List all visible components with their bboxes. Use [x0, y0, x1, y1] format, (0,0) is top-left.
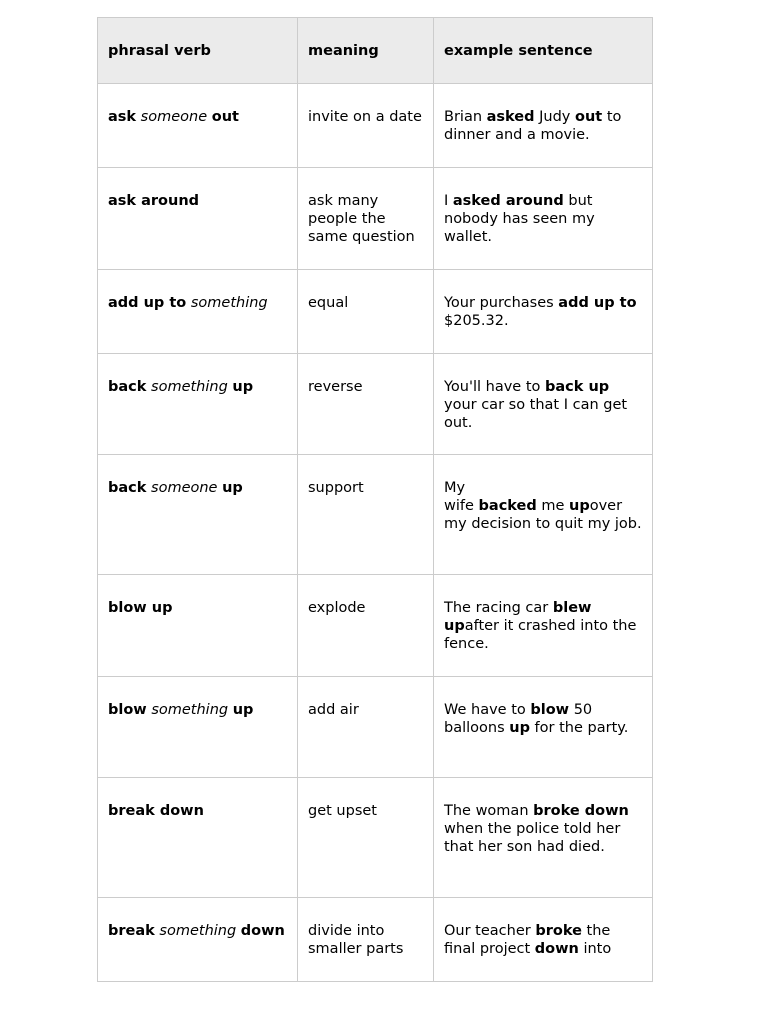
- text-segment: Brian: [444, 109, 487, 125]
- text-segment: for the party.: [529, 720, 629, 736]
- bold-text: down: [534, 941, 579, 957]
- bold-text: up: [222, 480, 243, 496]
- bold-text: up: [232, 379, 254, 395]
- cell-example-sentence: [434, 575, 653, 677]
- bold-text: out: [575, 109, 603, 125]
- bold-text: ask around: [108, 193, 200, 209]
- bold-text: add up to: [558, 295, 637, 311]
- cell-meaning: divide into smaller parts: [298, 898, 434, 982]
- bold-text: blow: [108, 702, 147, 718]
- text-segment: after it crashed into the fence.: [444, 618, 637, 652]
- text-segment: your car so that I can get out.: [444, 397, 628, 431]
- bold-text: asked around: [452, 193, 564, 209]
- table-row: [98, 354, 653, 455]
- text-segment: $205.32.: [444, 313, 509, 329]
- table-row: [98, 168, 653, 270]
- bold-text: down: [240, 923, 285, 939]
- text-segment: me: [536, 498, 570, 514]
- table-row: [98, 270, 653, 354]
- bold-text: up: [569, 498, 590, 514]
- header-example-sentence: example sentence: [434, 18, 653, 84]
- text-segment: over my decision to quit my job.: [444, 498, 642, 532]
- bold-text: up: [509, 720, 530, 736]
- text-segment: when the police told her that her son had died.: [444, 821, 621, 855]
- bold-text: asked: [486, 109, 535, 125]
- table-row: [98, 898, 653, 982]
- table-row: [98, 455, 653, 575]
- cell-example-sentence: [434, 455, 653, 575]
- cell-phrasal-verb: [98, 168, 298, 270]
- header-meaning: meaning: [298, 18, 434, 84]
- text-segment: The woman: [444, 803, 534, 819]
- text-segment: We have to: [444, 702, 531, 718]
- bold-text: backed: [478, 498, 537, 514]
- italic-placeholder: someone: [140, 109, 208, 125]
- cell-meaning: equal: [298, 270, 434, 354]
- header-phrasal-verb: phrasal verb: [98, 18, 298, 84]
- cell-example-sentence: [434, 778, 653, 898]
- cell-example-sentence: [434, 168, 653, 270]
- bold-text: break: [108, 923, 155, 939]
- cell-example-sentence: [434, 898, 653, 982]
- text-segment: Your purchases: [444, 295, 559, 311]
- cell-phrasal-verb: [98, 898, 298, 982]
- table-row: [98, 677, 653, 778]
- header-row: [98, 18, 653, 84]
- table-header: [98, 18, 653, 84]
- table-row: [98, 84, 653, 168]
- cell-meaning: explode: [298, 575, 434, 677]
- bold-text: up: [232, 702, 254, 718]
- bold-text: ask: [108, 109, 137, 125]
- phrasal-verbs-table: [97, 17, 653, 982]
- cell-phrasal-verb: [98, 84, 298, 168]
- bold-text: broke: [535, 923, 582, 939]
- cell-example-sentence: [434, 677, 653, 778]
- bold-text: blow up: [108, 600, 173, 616]
- text-segment: 50 balloons: [444, 702, 593, 736]
- table-row: [98, 575, 653, 677]
- cell-meaning: reverse: [298, 354, 434, 455]
- text-segment: My: [444, 480, 466, 496]
- text-segment: I: [444, 193, 453, 209]
- cell-phrasal-verb: [98, 270, 298, 354]
- text-segment: The racing car: [444, 600, 553, 616]
- cell-phrasal-verb: [98, 575, 298, 677]
- cell-example-sentence: [434, 270, 653, 354]
- bold-text: back: [108, 379, 147, 395]
- text-segment: Judy: [534, 109, 575, 125]
- cell-meaning: get upset: [298, 778, 434, 898]
- cell-meaning: invite on a date: [298, 84, 434, 168]
- cell-meaning: support: [298, 455, 434, 575]
- bold-text: broke down: [533, 803, 629, 819]
- cell-phrasal-verb: [98, 455, 298, 575]
- italic-placeholder: something: [151, 379, 228, 395]
- bold-text: break down: [108, 803, 204, 819]
- table-row: [98, 778, 653, 898]
- text-segment: to dinner and a movie.: [444, 109, 622, 143]
- italic-placeholder: something: [159, 923, 237, 939]
- cell-example-sentence: [434, 354, 653, 455]
- cell-phrasal-verb: [98, 778, 298, 898]
- bold-text: blew up: [444, 600, 592, 634]
- text-segment: but nobody has seen my wallet.: [444, 193, 595, 245]
- italic-placeholder: something: [151, 702, 229, 718]
- text-segment: into: [578, 941, 612, 957]
- bold-text: back up: [545, 379, 610, 395]
- cell-phrasal-verb: [98, 677, 298, 778]
- cell-meaning: ask many people the same question: [298, 168, 434, 270]
- italic-placeholder: someone: [151, 480, 218, 496]
- text-segment: Our teacher: [444, 923, 536, 939]
- text-segment: the final project: [444, 923, 611, 957]
- bold-text: back: [108, 480, 147, 496]
- cell-phrasal-verb: [98, 354, 298, 455]
- cell-meaning: add air: [298, 677, 434, 778]
- text-segment: You'll have to: [444, 379, 545, 395]
- table-body: [98, 84, 653, 982]
- cell-example-sentence: [434, 84, 653, 168]
- italic-placeholder: something: [190, 295, 268, 311]
- bold-text: out: [211, 109, 239, 125]
- text-segment: wife: [444, 498, 479, 514]
- bold-text: blow: [530, 702, 570, 718]
- bold-text: add up to: [108, 295, 187, 311]
